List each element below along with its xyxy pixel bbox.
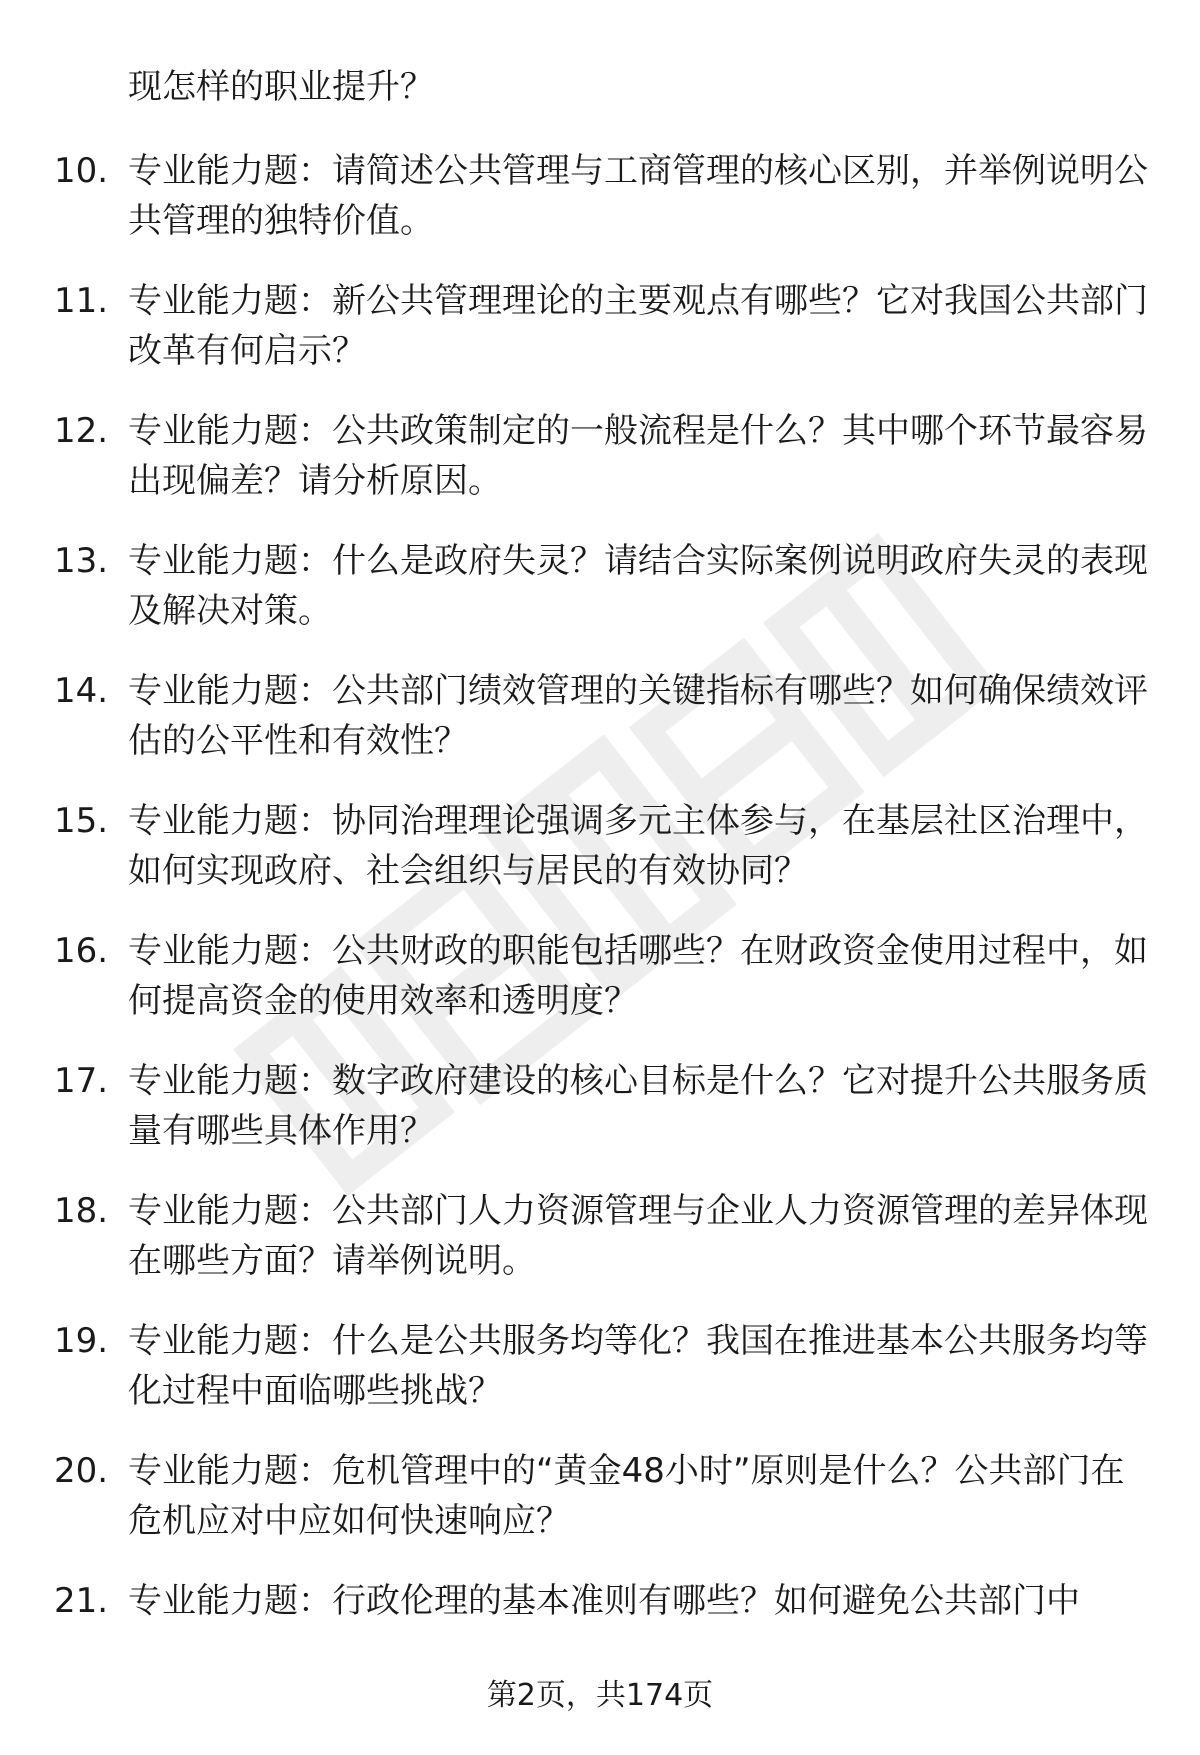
question-number: 17. [54, 1061, 109, 1101]
question-number: 18. [54, 1191, 109, 1231]
question-number: 21. [54, 1581, 109, 1621]
question-text: 专业能力题：公共财政的职能包括哪些？在财政资金使用过程中，如何提高资金的使用效率和透明度？ [128, 931, 1148, 1021]
question-number: 20. [54, 1451, 109, 1491]
question-text: 专业能力题：行政伦理的基本准则有哪些？如何避免公共部门中 [128, 1581, 1080, 1621]
question-text: 专业能力题：协同治理理论强调多元主体参与，在基层社区治理中，如何实现政府、社会组织与居民的有效协同？ [128, 801, 1148, 891]
question-text: 专业能力题：危机管理中的“黄金48小时”原则是什么？公共部门在危机应对中应如何快速响应？ [128, 1451, 1125, 1541]
question-item [0, 406, 1200, 536]
question-text: 专业能力题：公共部门人力资源管理与企业人力资源管理的差异体现在哪些方面？请举例说明。 [128, 1191, 1148, 1281]
page-footer: 第2页，共174页 [486, 1678, 714, 1713]
question-item [0, 1056, 1200, 1186]
question-item [0, 796, 1200, 926]
question-text: 专业能力题：数字政府建设的核心目标是什么？它对提升公共服务质量有哪些具体作用？ [128, 1061, 1148, 1151]
question-item [0, 146, 1200, 276]
question-number: 15. [54, 801, 109, 841]
question-text: 专业能力题：什么是政府失灵？请结合实际案例说明政府失灵的表现及解决对策。 [128, 541, 1148, 631]
question-text: 专业能力题：什么是公共服务均等化？我国在推进基本公共服务均等化过程中面临哪些挑战？ [128, 1321, 1148, 1411]
question-number: 19. [54, 1321, 109, 1361]
question-item [0, 1186, 1200, 1316]
question-item [0, 536, 1200, 666]
question-number: 11. [54, 281, 109, 321]
continuation-text: 现怎样的职业提升？ [128, 67, 434, 107]
question-item [0, 276, 1200, 406]
question-number: 14. [54, 671, 109, 711]
question-item [0, 926, 1200, 1056]
question-item [0, 1316, 1200, 1446]
question-text: 专业能力题：新公共管理理论的主要观点有哪些？它对我国公共部门改革有何启示？ [128, 281, 1148, 371]
question-text: 专业能力题：公共政策制定的一般流程是什么？其中哪个环节最容易出现偏差？请分析原因。 [128, 411, 1148, 501]
question-number: 13. [54, 541, 109, 581]
question-number: 10. [54, 151, 109, 191]
question-item [0, 1446, 1200, 1576]
question-text: 专业能力题：公共部门绩效管理的关键指标有哪些？如何确保绩效评估的公平性和有效性？ [128, 671, 1148, 761]
question-number: 16. [54, 931, 109, 971]
question-item [0, 666, 1200, 796]
question-text: 专业能力题：请简述公共管理与工商管理的核心区别，并举例说明公共管理的独特价值。 [128, 151, 1148, 241]
question-list [0, 146, 1200, 1706]
question-number: 12. [54, 411, 109, 451]
